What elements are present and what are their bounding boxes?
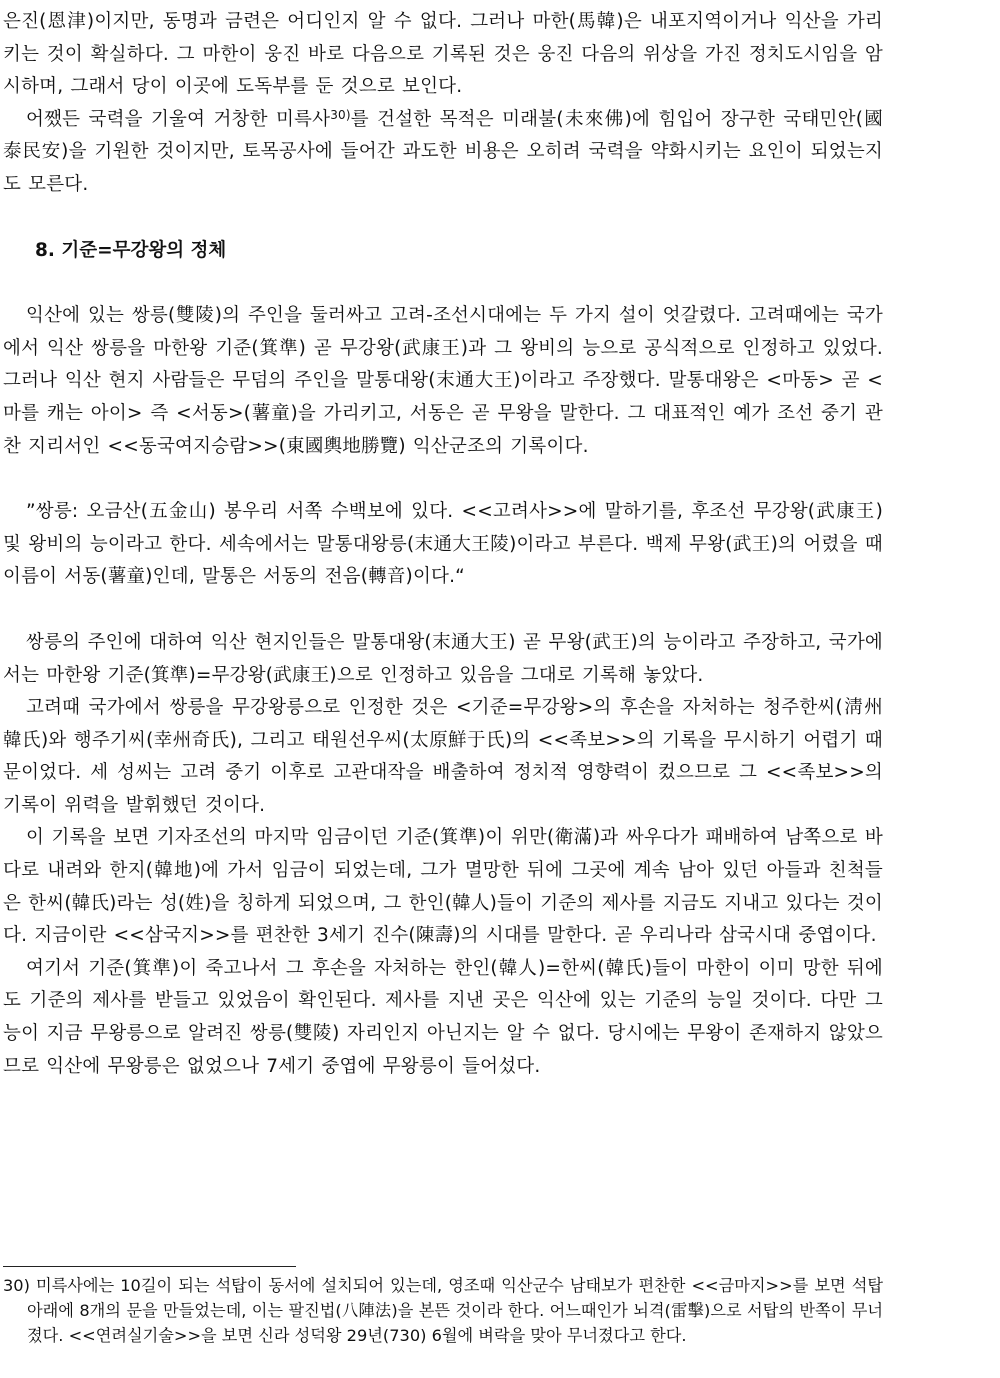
paragraph-gijun-record: 이 기록을 보면 기자조선의 마지막 임금이던 기준(箕準)이 위만(衛滿)과 싸우다가 패배하여 남쪽으로 바다로 내려와 한지(韓地)에 가서 임금이 되었는데, 그가 멸망한 뒤에 그곳에 계속 남아 있던 아들과 친척들은 한씨(韓氏)라는 성(姓)을 칭하게 되었으며, 그 한인(韓人)들이 기준의 제사를 지금도 지내고 있다는 것이다. 지금이란 <<삼국지>>를 편찬한 3세기 진수(陳壽)의 시대를 말한다. 곧 우리나라 삼국시대 중엽이다. xyxy=(3,827,883,947)
paragraph-goryeo: 고려때 국가에서 쌍릉을 무강왕릉으로 인정한 것은 <기준=무강왕>의 후손을 자처하는 청주한씨(淸州韓氏)와 행주기씨(幸州奇氏), 그리고 태원선우씨(太原鮮于氏)의 <<족보>>의 기록을 무시하기 어렵기 때문이었다. 세 성씨는 고려 중기 이후로 고관대작을 배출하여 정치적 영향력이 컸으므로 그 <<족보>>의 기록이 위력을 발휘했던 것이다. xyxy=(3,697,883,816)
paragraph-ssangneung: 익산에 있는 쌍릉(雙陵)의 주인을 둘러싸고 고려-조선시대에는 두 가지 설이 엇갈렸다. 고려때에는 국가에서 익산 쌍릉을 마한왕 기준(箕準) 곧 무강왕(武康王)과 그 왕비의 능으로 공식적으로 인정하고 있었다. 그러나 익산 현지 사람들은 무덤의 주인을 말통대왕(末通大王)이라고 주장했다. 말통대왕은 <마동> 곧 <마를 캐는 아이> 즉 <서동>(薯童)을 가리키고, 서동은 곧 무왕을 말한다. 그 대표적인 예가 조선 중기 관찬 지리서인 <<동국여지승람>>(東國輿地勝覽) 익산군조의 기록이다. xyxy=(3,305,883,457)
section-heading: 8. 기준=무강왕의 정체 xyxy=(35,239,227,261)
spacer xyxy=(3,267,883,300)
paragraph-mireuksa-part1: 어쨌든 국력을 기울여 거창한 미륵사 xyxy=(26,108,331,130)
footnote-divider xyxy=(3,1266,296,1267)
paragraph-quotation: ”쌍릉: 오금산(五金山) 봉우리 서쪽 수백보에 있다. <<고려사>>에 말하기를, 후조선 무강왕(武康王) 및 왕비의 능이라고 한다. 세속에서는 말통대왕릉(末通大王陵)이라고 부른다. 백제 무왕(武王)의 어렸을 때 이름이 서동(薯童)인데, 말통은 서동의 전음(轉音)이다.“ xyxy=(3,501,883,588)
footnote-30: 30) 미륵사에는 10길이 되는 석탑이 동서에 설치되어 있는데, 영조때 익산군수 남태보가 편찬한 <<금마지>>를 보면 석탑 아래에 8개의 문을 만들었는데, 이는 팔진법(八陣法)을 본뜬 것이라 한다. 어느때인가 뇌격(雷擊)으로 서탑의 반쪽이 무너졌다. <<연려실기술>>을 보면 신라 성덕왕 29년(730) 6월에 벼락을 맞아 무너졌다고 한다. xyxy=(3,1276,883,1345)
spacer xyxy=(3,202,883,235)
document-body xyxy=(3,6,883,1083)
paragraph-conclusion: 여기서 기준(箕準)이 죽고나서 그 후손을 자처하는 한인(韓人)=한씨(韓氏)들이 마한이 이미 망한 뒤에도 기준의 제사를 받들고 있었음이 확인된다. 제사를 지낸 곳은 익산에 있는 기준의 능일 것이다. 다만 그 능이 지금 무왕릉으로 알려진 쌍릉(雙陵) 자리인지 아닌지는 알 수 없다. 당시에는 무왕이 존재하지 않았으므로 익산에 무왕릉은 없었으나 7세기 중엽에 무왕릉이 들어섰다. xyxy=(3,957,883,1077)
spacer xyxy=(3,594,883,627)
paragraph-mireuksa xyxy=(3,104,883,202)
footnote-reference[interactable]: 30) xyxy=(330,107,351,122)
paragraph-local-claim: 쌍릉의 주인에 대하여 익산 현지인들은 말통대왕(末通大王) 곧 무왕(武王)의 능이라고 주장하고, 국가에서는 마한왕 기준(箕準)=무강왕(武康王)으로 인정하고 있음을 그대로 기록해 놓았다. xyxy=(3,631,883,686)
paragraph-mireuksa-part2: 를 건설한 목적은 미래불(未來佛)에 힘입어 장구한 국태민안(國泰民安)을 기원한 것이지만, 토목공사에 들어간 과도한 비용은 오히려 국력을 약화시키는 요인이 되었는지도 모른다. xyxy=(3,108,884,195)
spacer xyxy=(3,463,883,496)
paragraph-intro: 은진(恩津)이지만, 동명과 금련은 어디인지 알 수 없다. 그러나 마한(馬韓)은 내포지역이거나 익산을 가리키는 것이 확실하다. 그 마한이 웅진 바로 다음으로 기록된 것은 웅진 다음의 위상을 가진 정치도시임을 암시하며, 그래서 당이 이곳에 도독부를 둔 것으로 보인다. xyxy=(3,11,883,98)
